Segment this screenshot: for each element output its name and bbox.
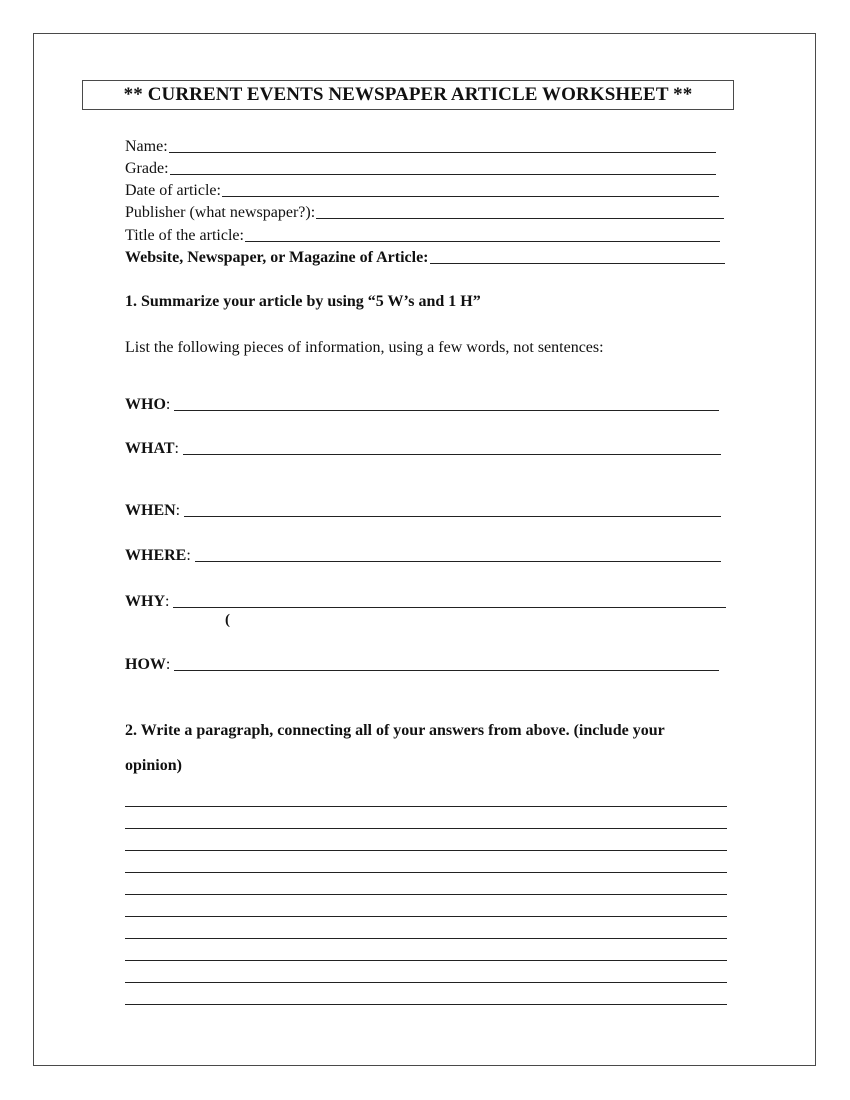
date-of-article-field[interactable] xyxy=(125,179,719,201)
paragraph-write-line[interactable] xyxy=(125,893,727,895)
why-label: WHY xyxy=(125,593,165,610)
question-1-heading: 1. Summarize your article by using “5 W’s and 1 H” xyxy=(125,293,481,310)
name-label: Name: xyxy=(125,138,168,155)
why-blank-line[interactable] xyxy=(173,606,726,608)
paragraph-write-line[interactable] xyxy=(125,805,727,807)
publisher-label: Publisher (what newspaper?): xyxy=(125,204,316,221)
date-of-article-label: Date of article: xyxy=(125,182,221,199)
grade-blank-line[interactable] xyxy=(170,173,716,175)
when-colon: : xyxy=(175,502,181,519)
who-colon: : xyxy=(165,396,171,413)
paragraph-write-line[interactable] xyxy=(125,915,727,917)
source-field[interactable] xyxy=(125,246,725,268)
where-field[interactable] xyxy=(125,544,721,566)
question-2-heading-line-2: opinion) xyxy=(125,757,182,774)
paragraph-write-line[interactable] xyxy=(125,871,727,873)
name-field[interactable] xyxy=(125,135,716,157)
what-blank-line[interactable] xyxy=(183,453,721,455)
why-field[interactable] xyxy=(125,590,726,612)
article-title-field[interactable] xyxy=(125,224,720,246)
paragraph-write-line[interactable] xyxy=(125,1003,727,1005)
what-colon: : xyxy=(174,440,179,457)
who-label: WHO xyxy=(125,396,166,413)
where-label: WHERE xyxy=(125,547,187,564)
grade-label: Grade: xyxy=(125,160,169,177)
grade-field[interactable] xyxy=(125,157,716,179)
date-of-article-blank-line[interactable] xyxy=(222,195,719,197)
when-field[interactable] xyxy=(125,499,721,521)
paragraph-write-line[interactable] xyxy=(125,937,727,939)
paragraph-write-line[interactable] xyxy=(125,849,727,851)
how-colon: : xyxy=(165,656,171,673)
paragraph-write-line[interactable] xyxy=(125,981,727,983)
paragraph-write-line[interactable] xyxy=(125,827,727,829)
stray-parenthesis-mark: ( xyxy=(225,612,230,628)
worksheet-title: ** CURRENT EVENTS NEWSPAPER ARTICLE WORKSHEET ** xyxy=(82,80,734,110)
where-blank-line[interactable] xyxy=(195,560,721,562)
question-1-instruction: List the following pieces of information, using a few words, not sentences: xyxy=(125,339,604,356)
how-field[interactable] xyxy=(125,653,719,675)
source-label: Website, Newspaper, or Magazine of Article: xyxy=(125,249,429,266)
publisher-blank-line[interactable] xyxy=(316,217,724,219)
paragraph-write-line[interactable] xyxy=(125,959,727,961)
article-title-label: Title of the article: xyxy=(125,227,244,244)
who-field[interactable] xyxy=(125,393,719,415)
how-blank-line[interactable] xyxy=(174,669,719,671)
how-label: HOW xyxy=(125,656,166,673)
source-blank-line[interactable] xyxy=(430,262,726,264)
who-blank-line[interactable] xyxy=(174,409,719,411)
publisher-field[interactable] xyxy=(125,201,724,223)
what-label: WHAT xyxy=(125,440,175,457)
article-title-blank-line[interactable] xyxy=(245,240,720,242)
question-2-heading-line-1: 2. Write a paragraph, connecting all of your answers from above. (include your xyxy=(125,722,665,739)
when-label: WHEN xyxy=(125,502,176,519)
why-colon: : xyxy=(165,593,170,610)
where-colon: : xyxy=(186,547,191,564)
when-blank-line[interactable] xyxy=(184,515,721,517)
name-blank-line[interactable] xyxy=(169,151,716,153)
what-field[interactable] xyxy=(125,437,721,459)
